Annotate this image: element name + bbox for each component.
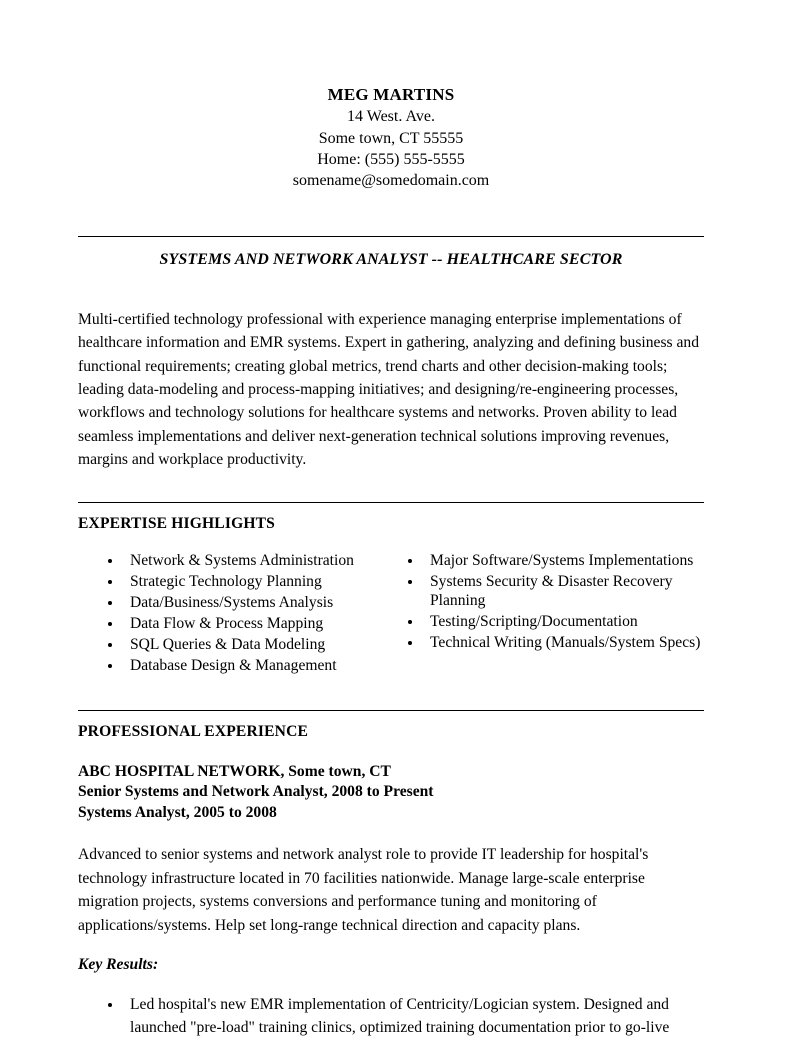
list-item: Network & Systems Administration	[78, 551, 398, 570]
address-street: 14 West. Ave.	[347, 108, 435, 126]
expertise-list-left	[78, 551, 398, 675]
list-item: Strategic Technology Planning	[78, 572, 398, 591]
job-role-current: Senior Systems and Network Analyst, 2008 to Present	[78, 783, 434, 801]
list-item: Systems Security & Disaster Recovery Planning	[398, 572, 704, 610]
list-item: Database Design & Management	[78, 656, 398, 675]
expertise-list-right	[398, 551, 704, 652]
list-item: Data Flow & Process Mapping	[78, 614, 398, 633]
job-description: Advanced to senior systems and network analyst role to provide IT leadership for hospital's technology infrastructure located in 70 facilities nationwide. Manage large-scale enterprise migration projects, systems conversions and performance tuning and monitoring of applications/systems. Help set long-range technical direction and capacity plans.	[78, 846, 649, 934]
email-address: somename@somedomain.com	[292, 171, 490, 189]
list-item: Data/Business/Systems Analysis	[78, 593, 398, 612]
candidate-name: MEG MARTINS	[327, 85, 455, 104]
expertise-column-right	[398, 551, 704, 677]
list-item: Major Software/Systems Implementations	[398, 551, 704, 570]
list-item: Technical Writing (Manuals/System Specs)	[398, 633, 704, 652]
expertise-columns	[78, 551, 704, 677]
experience-heading: PROFESSIONAL EXPERIENCE	[78, 722, 309, 740]
list-item: Testing/Scripting/Documentation	[398, 612, 704, 631]
resume-content	[78, 0, 704, 1039]
professional-summary: Multi-certified technology professional with experience managing enterprise implementations of healthcare information and EMR systems. Expert in gathering, analyzing and defining business and functional requirements; creating global metrics, trend charts and other decision-making tools; leading data-modeling and process-mapping initiatives; and designing/re-engineering processes, workflows and technology solutions for healthcare systems and networks. Proven ability to lead seamless implementations and deliver next-generation technical solutions improving revenues, margins and workplace productivity.	[78, 310, 699, 469]
employer-block	[78, 762, 704, 824]
job-role-previous: Systems Analyst, 2005 to 2008	[78, 803, 277, 821]
key-results-label: Key Results:	[78, 956, 159, 973]
list-item: SQL Queries & Data Modeling	[78, 635, 398, 654]
employer-name-location: ABC HOSPITAL NETWORK, Some town, CT	[78, 762, 391, 780]
job-title-banner: SYSTEMS AND NETWORK ANALYST -- HEALTHCARE SECTOR	[159, 250, 623, 268]
list-item: Led hospital's new EMR implementation of Centricity/Logician system. Designed and launched "pre-load" training clinics, optimized training documentation prior to go-live	[78, 994, 704, 1039]
key-results-list	[78, 994, 704, 1039]
expertise-heading: EXPERTISE HIGHLIGHTS	[78, 514, 276, 532]
address-city-state-zip: Some town, CT 55555	[318, 129, 464, 147]
phone-number: Home: (555) 555-5555	[317, 150, 465, 168]
expertise-column-left	[78, 551, 398, 677]
contact-header	[78, 0, 704, 191]
